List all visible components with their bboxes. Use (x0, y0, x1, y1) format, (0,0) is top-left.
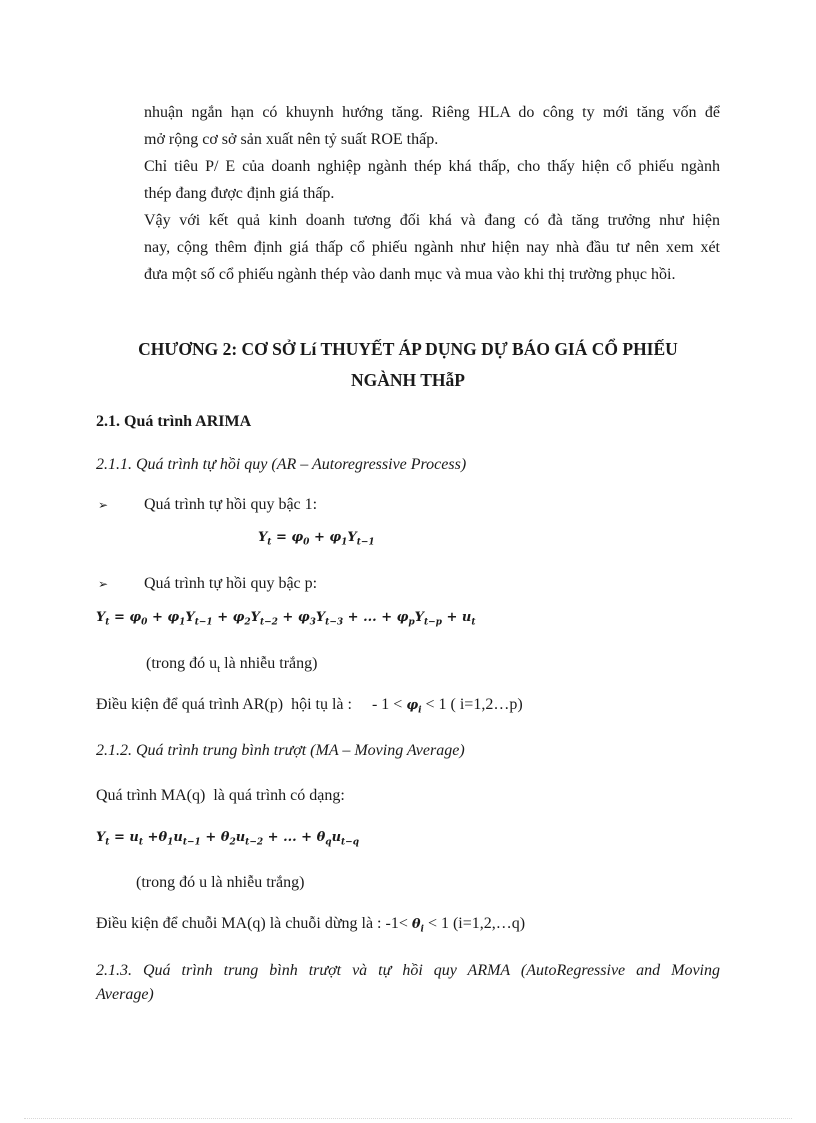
subsection-heading: 2.1.2. Quá trình trung bình trượt (MA – Moving Average) (96, 742, 465, 759)
bullet-text: Quá trình tự hồi quy bậc p: (144, 575, 318, 592)
chapter-title-line: NGÀNH THẫP (351, 370, 465, 390)
paragraph-line: thép đang được định giá thấp. (144, 185, 335, 202)
intro-text (144, 99, 720, 288)
paragraph-line: Vậy với kết quả kinh doanh tương đối khá và đang có đà tăng trưởng như hiện (144, 212, 720, 229)
phi-i-symbol: $\varphi_i$ (406, 698, 422, 716)
subsection-heading: 2.1.1. Quá trình tự hồi quy (AR – Autoregressive Process) (96, 456, 467, 473)
equation-ar1: $Y_t = \varphi_0 + \varphi_1Y_{t-1}$ (258, 530, 375, 548)
page-bottom-divider (24, 1118, 792, 1119)
paragraph-line: nay, cộng thêm định giá thấp cổ phiếu ngành như hiện nay nhà đầu tư nên xem xét (144, 239, 720, 256)
bullet-text: Quá trình tự hồi quy bậc 1: (144, 496, 318, 513)
ar-condition: Điều kiện để quá trình AR(p) hội tụ là : - $1 < \varphi_i < 1$ ( i=1,2…p) (96, 696, 523, 716)
equation-ma: $Y_t = u_t +\theta_1u_{t-1} + \theta_2u_{t-2}$ + ... + $\theta_qu_{t-q}$ (96, 830, 360, 848)
paragraph-line: Chỉ tiêu P/ E của doanh nghiệp ngành thép khá thấp, cho thấy hiện cổ phiếu ngành (144, 158, 720, 175)
theta-i-symbol: $\theta_i$ (411, 917, 424, 935)
paragraph-line: mở rộng cơ sở sản xuất nên tỷ suất ROE thấp. (144, 131, 439, 148)
bullet-arrow-icon: ➢ (98, 577, 109, 591)
bullet-arrow-icon: ➢ (98, 498, 109, 512)
paragraph-line: nhuận ngắn hạn có khuynh hướng tăng. Riêng HLA do công ty mới tăng vốn để (144, 104, 720, 121)
noise-note: (trong đó $u_t$ là nhiễu trắng) (146, 655, 318, 676)
heading-line: Average) (96, 986, 154, 1003)
section-heading: 2.1. Quá trình ARIMA (96, 413, 252, 430)
chapter-heading (96, 334, 720, 396)
subsection-heading (96, 959, 720, 1007)
noise-note: (trong đó u là nhiễu trắng) (136, 874, 305, 891)
ma-intro: Quá trình MA(q) là quá trình có dạng: (96, 787, 345, 804)
equation-arp: $Y_t = \varphi_0 + \varphi_1Y_{t-1} + \varphi_2Y_{t-2} + \varphi_3Y_{t-3}$ + ... + $\varphi_pY_{t-p} + u_t$ (96, 610, 476, 628)
ma-condition: Điều kiện để chuỗi MA(q) là chuỗi dừng là : $-1< \theta_i < 1$ (i=1,2,…q) (96, 915, 526, 935)
heading-line: 2.1.3. Quá trình trung bình trượt và tự hồi quy ARMA (AutoRegressive and Moving (96, 962, 720, 979)
chapter-title-line: CHƯƠNG 2: CƠ SỞ Lí THUYẾT ÁP DỤNG DỰ BÁO GIÁ CỔ PHIẾU (138, 339, 678, 359)
paragraph-line: đưa một số cổ phiếu ngành thép vào danh mục và mua vào khi thị trường phục hồi. (144, 266, 676, 283)
